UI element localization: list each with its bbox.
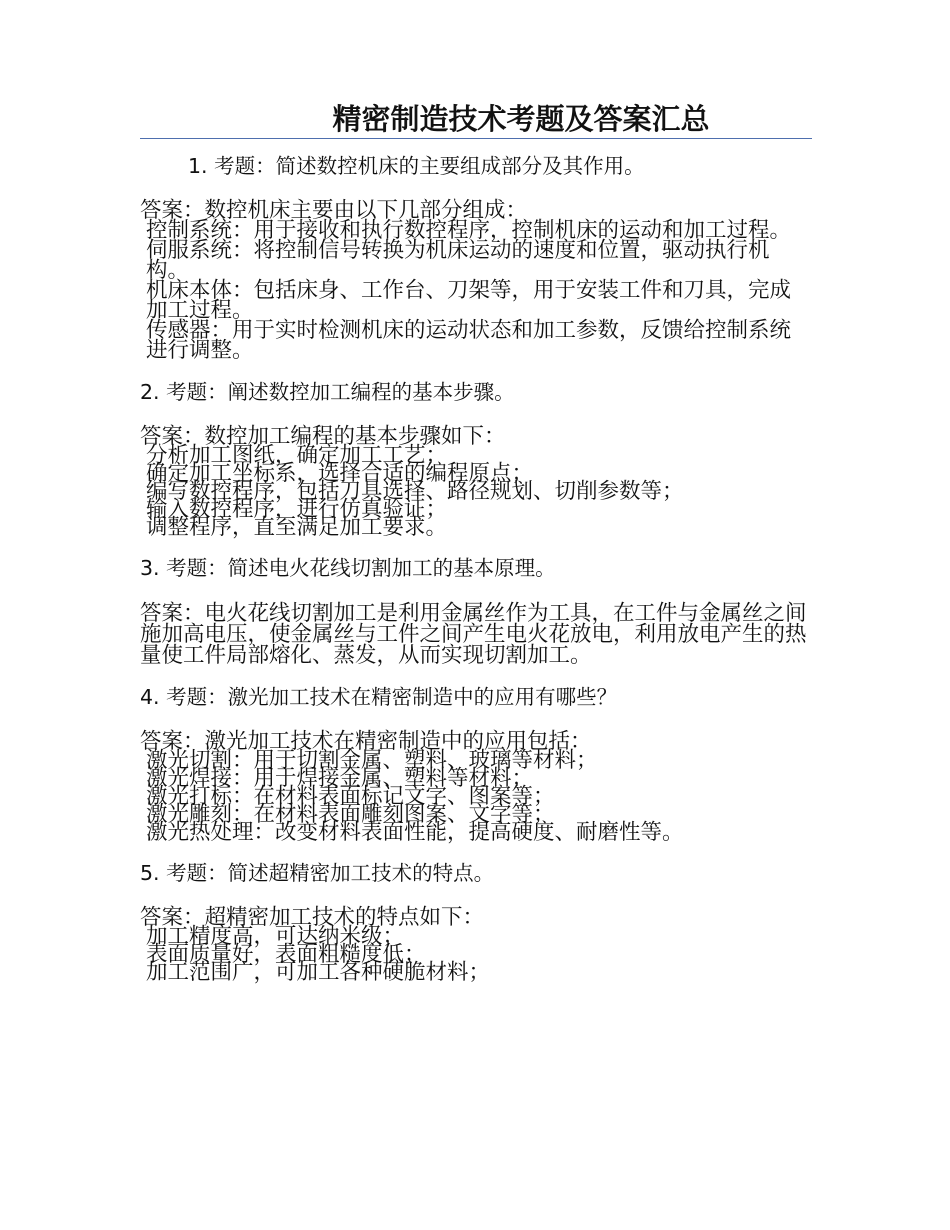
answer-4-item: 激光热处理：改变材料表面性能，提高硬度、耐磨性等。	[146, 820, 684, 845]
answer-1-item: 控制系统：用于接收和执行数控程序，控制机床的运动和加工过程。	[146, 218, 792, 243]
question-2: 2. 考题：阐述数控加工编程的基本步骤。	[140, 380, 515, 404]
answer-2-item: 分析加工图纸，确定加工工艺；	[146, 443, 448, 468]
answer-2-item: 输入数控程序，进行仿真验证；	[146, 497, 448, 522]
answer-5-lead: 答案：超精密加工技术的特点如下：	[140, 905, 485, 930]
answer-2-item: 确定加工坐标系，选择合适的编程原点；	[146, 461, 534, 486]
answer-4-item: 激光焊接：用于焊接金属、塑料等材料；	[146, 766, 534, 791]
answer-5-item: 加工范围广，可加工各种硬脆材料；	[146, 960, 491, 985]
answer-5-item: 表面质量好，表面粗糙度低；	[146, 942, 426, 967]
answer-4-item: 激光切割：用于切割金属、塑料、玻璃等材料；	[146, 748, 598, 773]
answer-2	[140, 424, 812, 540]
question-5: 5. 考题：简述超精密加工技术的特点。	[140, 861, 495, 885]
answer-2-lead: 答案：数控加工编程的基本步骤如下：	[140, 424, 506, 449]
answer-2-item: 调整程序，直至满足加工要求。	[146, 515, 448, 540]
answer-1-item: 传感器：用于实时检测机床的运动状态和加工参数，反馈给控制系统进行调整。	[146, 318, 792, 363]
question-1: 1. 考题：简述数控机床的主要组成部分及其作用。	[188, 154, 645, 178]
answer-1-item: 机床本体：包括床身、工作台、刀架等，用于安装工件和刀具，完成加工过程。	[146, 278, 792, 323]
answer-4	[140, 729, 812, 845]
answer-3-text: 答案：电火花线切割加工是利用金属丝作为工具，在工件与金属丝之间施加高电压，使金属丝与工件之间产生电火花放电，利用放电产生的热量使工件局部熔化、蒸发，从而实现切割加工。	[140, 601, 807, 668]
title-underline	[140, 138, 812, 139]
question-3: 3. 考题：简述电火花线切割加工的基本原理。	[140, 556, 556, 580]
answer-2-item: 编写数控程序，包括刀具选择、路径规划、切削参数等；	[146, 479, 684, 504]
answer-4-item: 激光打标：在材料表面标记文字、图案等；	[146, 784, 555, 809]
answer-4-item: 激光雕刻：在材料表面雕刻图案、文字等；	[146, 802, 555, 827]
answer-3	[140, 603, 812, 666]
answer-5	[140, 905, 812, 985]
document-title: 精密制造技术考题及答案汇总	[332, 102, 710, 136]
answer-4-lead: 答案：激光加工技术在精密制造中的应用包括：	[140, 729, 592, 754]
answer-1	[140, 198, 812, 363]
document-page	[140, 100, 812, 1000]
question-4: 4. 考题：激光加工技术在精密制造中的应用有哪些？	[140, 685, 618, 709]
answer-1-lead: 答案：数控机床主要由以下几部分组成：	[140, 198, 528, 223]
answer-1-item: 伺服系统：将控制信号转换为机床运动的速度和位置，驱动执行机构。	[146, 238, 770, 283]
answer-5-item: 加工精度高，可达纳米级；	[146, 924, 405, 949]
